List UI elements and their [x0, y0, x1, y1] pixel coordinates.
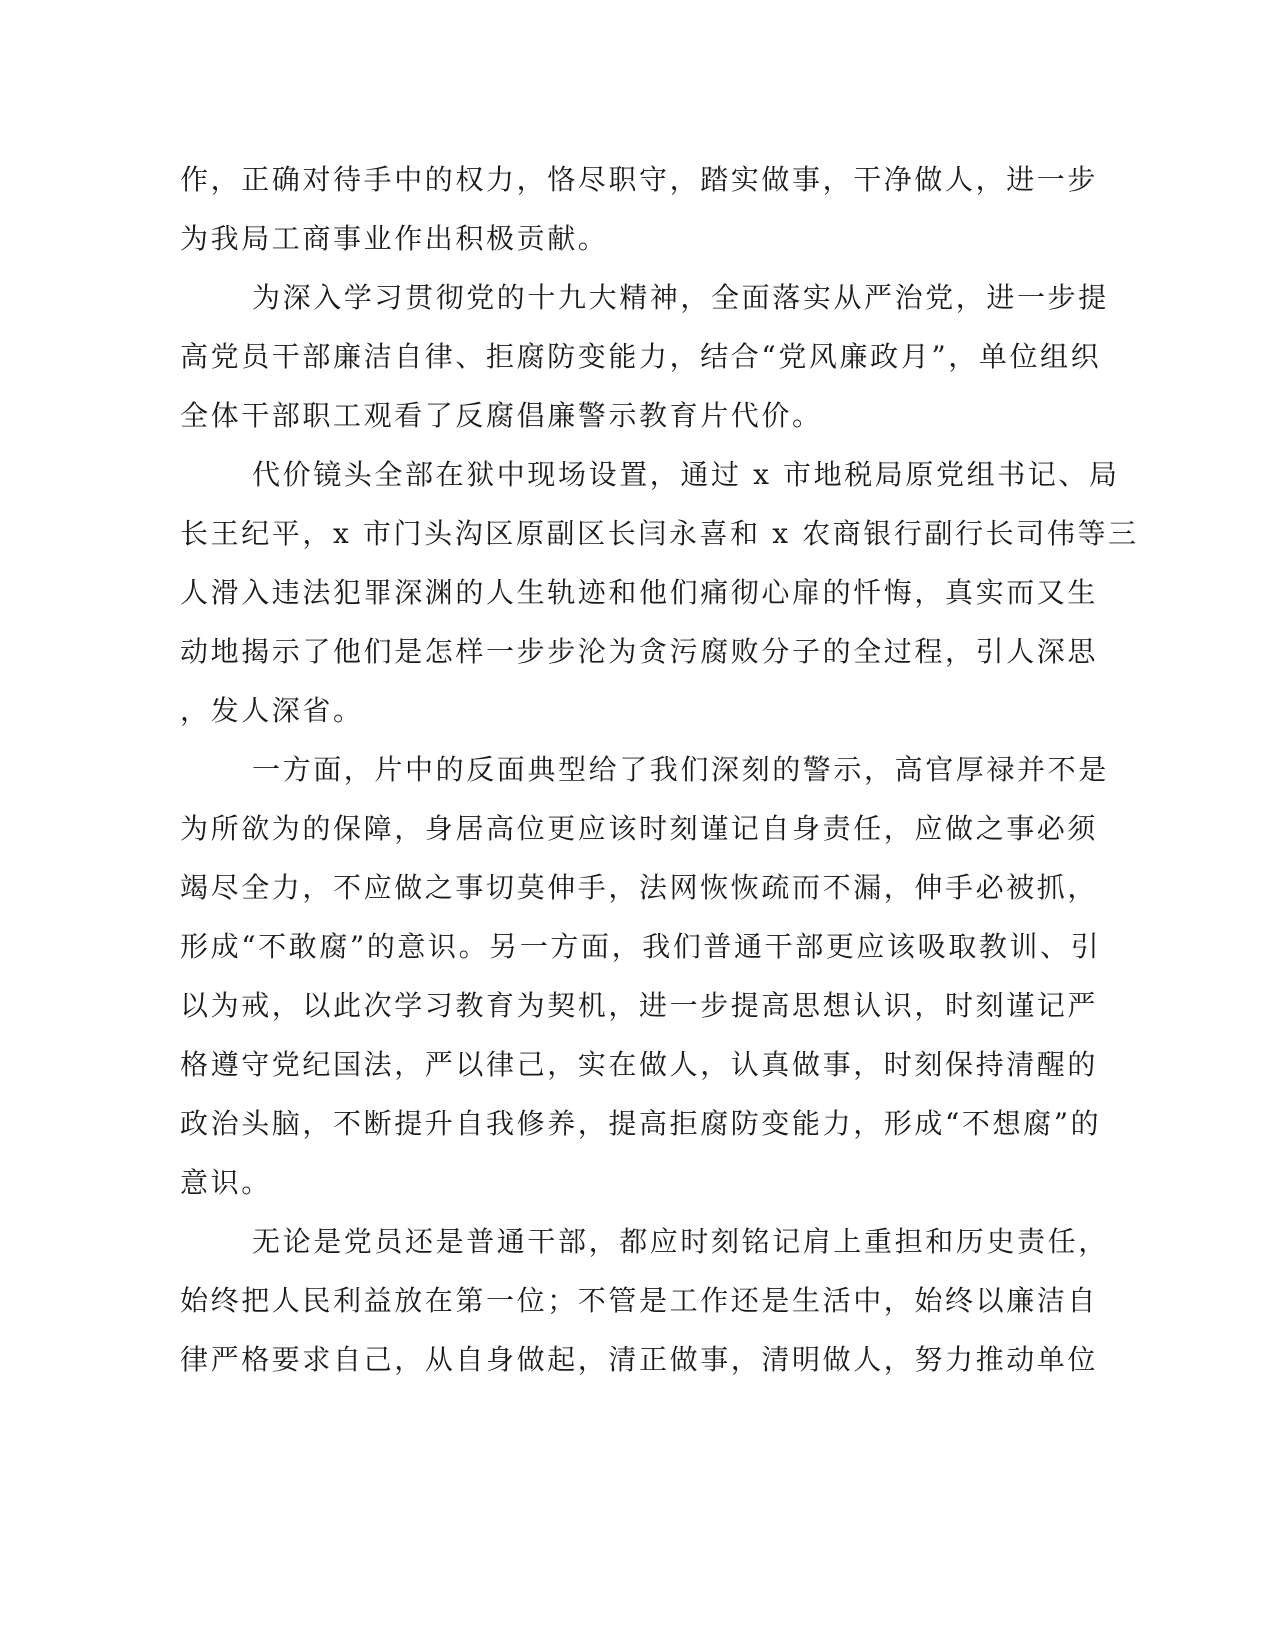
text-line: 为深入学习贯彻党的十九大精神，全面落实从严治党，进一步提: [252, 281, 1109, 314]
text-line: 政治头脑，不断提升自我修养，提高拒腐防变能力，形成“不想腐”的: [180, 1107, 1102, 1140]
document-body: [180, 150, 1139, 1389]
text-line: 长王纪平，x 市门头沟区原副区长闫永喜和 x 农商银行副行长司伟等三: [180, 517, 1139, 550]
text-line: 作，正确对待手中的权力，恪尽职守，踏实做事，干净做人，进一步: [180, 163, 1099, 196]
text-line: 动地揭示了他们是怎样一步步沦为贪污腐败分子的全过程，引人深思: [180, 635, 1099, 668]
paragraph: [180, 445, 1139, 740]
text-line: 人滑入违法犯罪深渊的人生轨迹和他们痛彻心扉的忏悔，真实而又生: [180, 576, 1099, 609]
paragraph: [180, 1212, 1109, 1389]
text-line: 以为戒，以此次学习教育为契机，进一步提高思想认识，时刻谨记严: [180, 989, 1099, 1022]
paragraph: [180, 268, 1109, 445]
text-line: 全体干部职工观看了反腐倡廉警示教育片代价。: [180, 399, 823, 432]
text-line: 一方面，片中的反面典型给了我们深刻的警示，高官厚禄并不是: [252, 753, 1109, 786]
paragraph: [180, 150, 1099, 268]
text-line: 为我局工商事业作出积极贡献。: [180, 222, 609, 255]
text-line: 竭尽全力，不应做之事切莫伸手，法网恢恢疏而不漏，伸手必被抓，: [180, 871, 1099, 904]
text-line: 代价镜头全部在狱中现场设置，通过 x 市地税局原党组书记、局: [252, 458, 1120, 491]
text-line: 无论是党员还是普通干部，都应时刻铭记肩上重担和历史责任，: [252, 1225, 1109, 1258]
text-line: 始终把人民利益放在第一位；不管是工作还是生活中，始终以廉洁自: [180, 1284, 1099, 1317]
text-line: 为所欲为的保障，身居高位更应该时刻谨记自身责任，应做之事必须: [180, 812, 1099, 845]
text-line: ，发人深省。: [180, 694, 364, 727]
text-line: 意识。: [180, 1166, 272, 1199]
text-line: 形成“不敢腐”的意识。另一方面，我们普通干部更应该吸取教训、引: [180, 930, 1102, 963]
text-line: 高党员干部廉洁自律、拒腐防变能力，结合“党风廉政月”，单位组织: [180, 340, 1102, 373]
text-line: 律严格要求自己，从自身做起，清正做事，清明做人，努力推动单位: [180, 1343, 1099, 1376]
text-line: 格遵守党纪国法，严以律己，实在做人，认真做事，时刻保持清醒的: [180, 1048, 1099, 1081]
paragraph: [180, 740, 1109, 1212]
